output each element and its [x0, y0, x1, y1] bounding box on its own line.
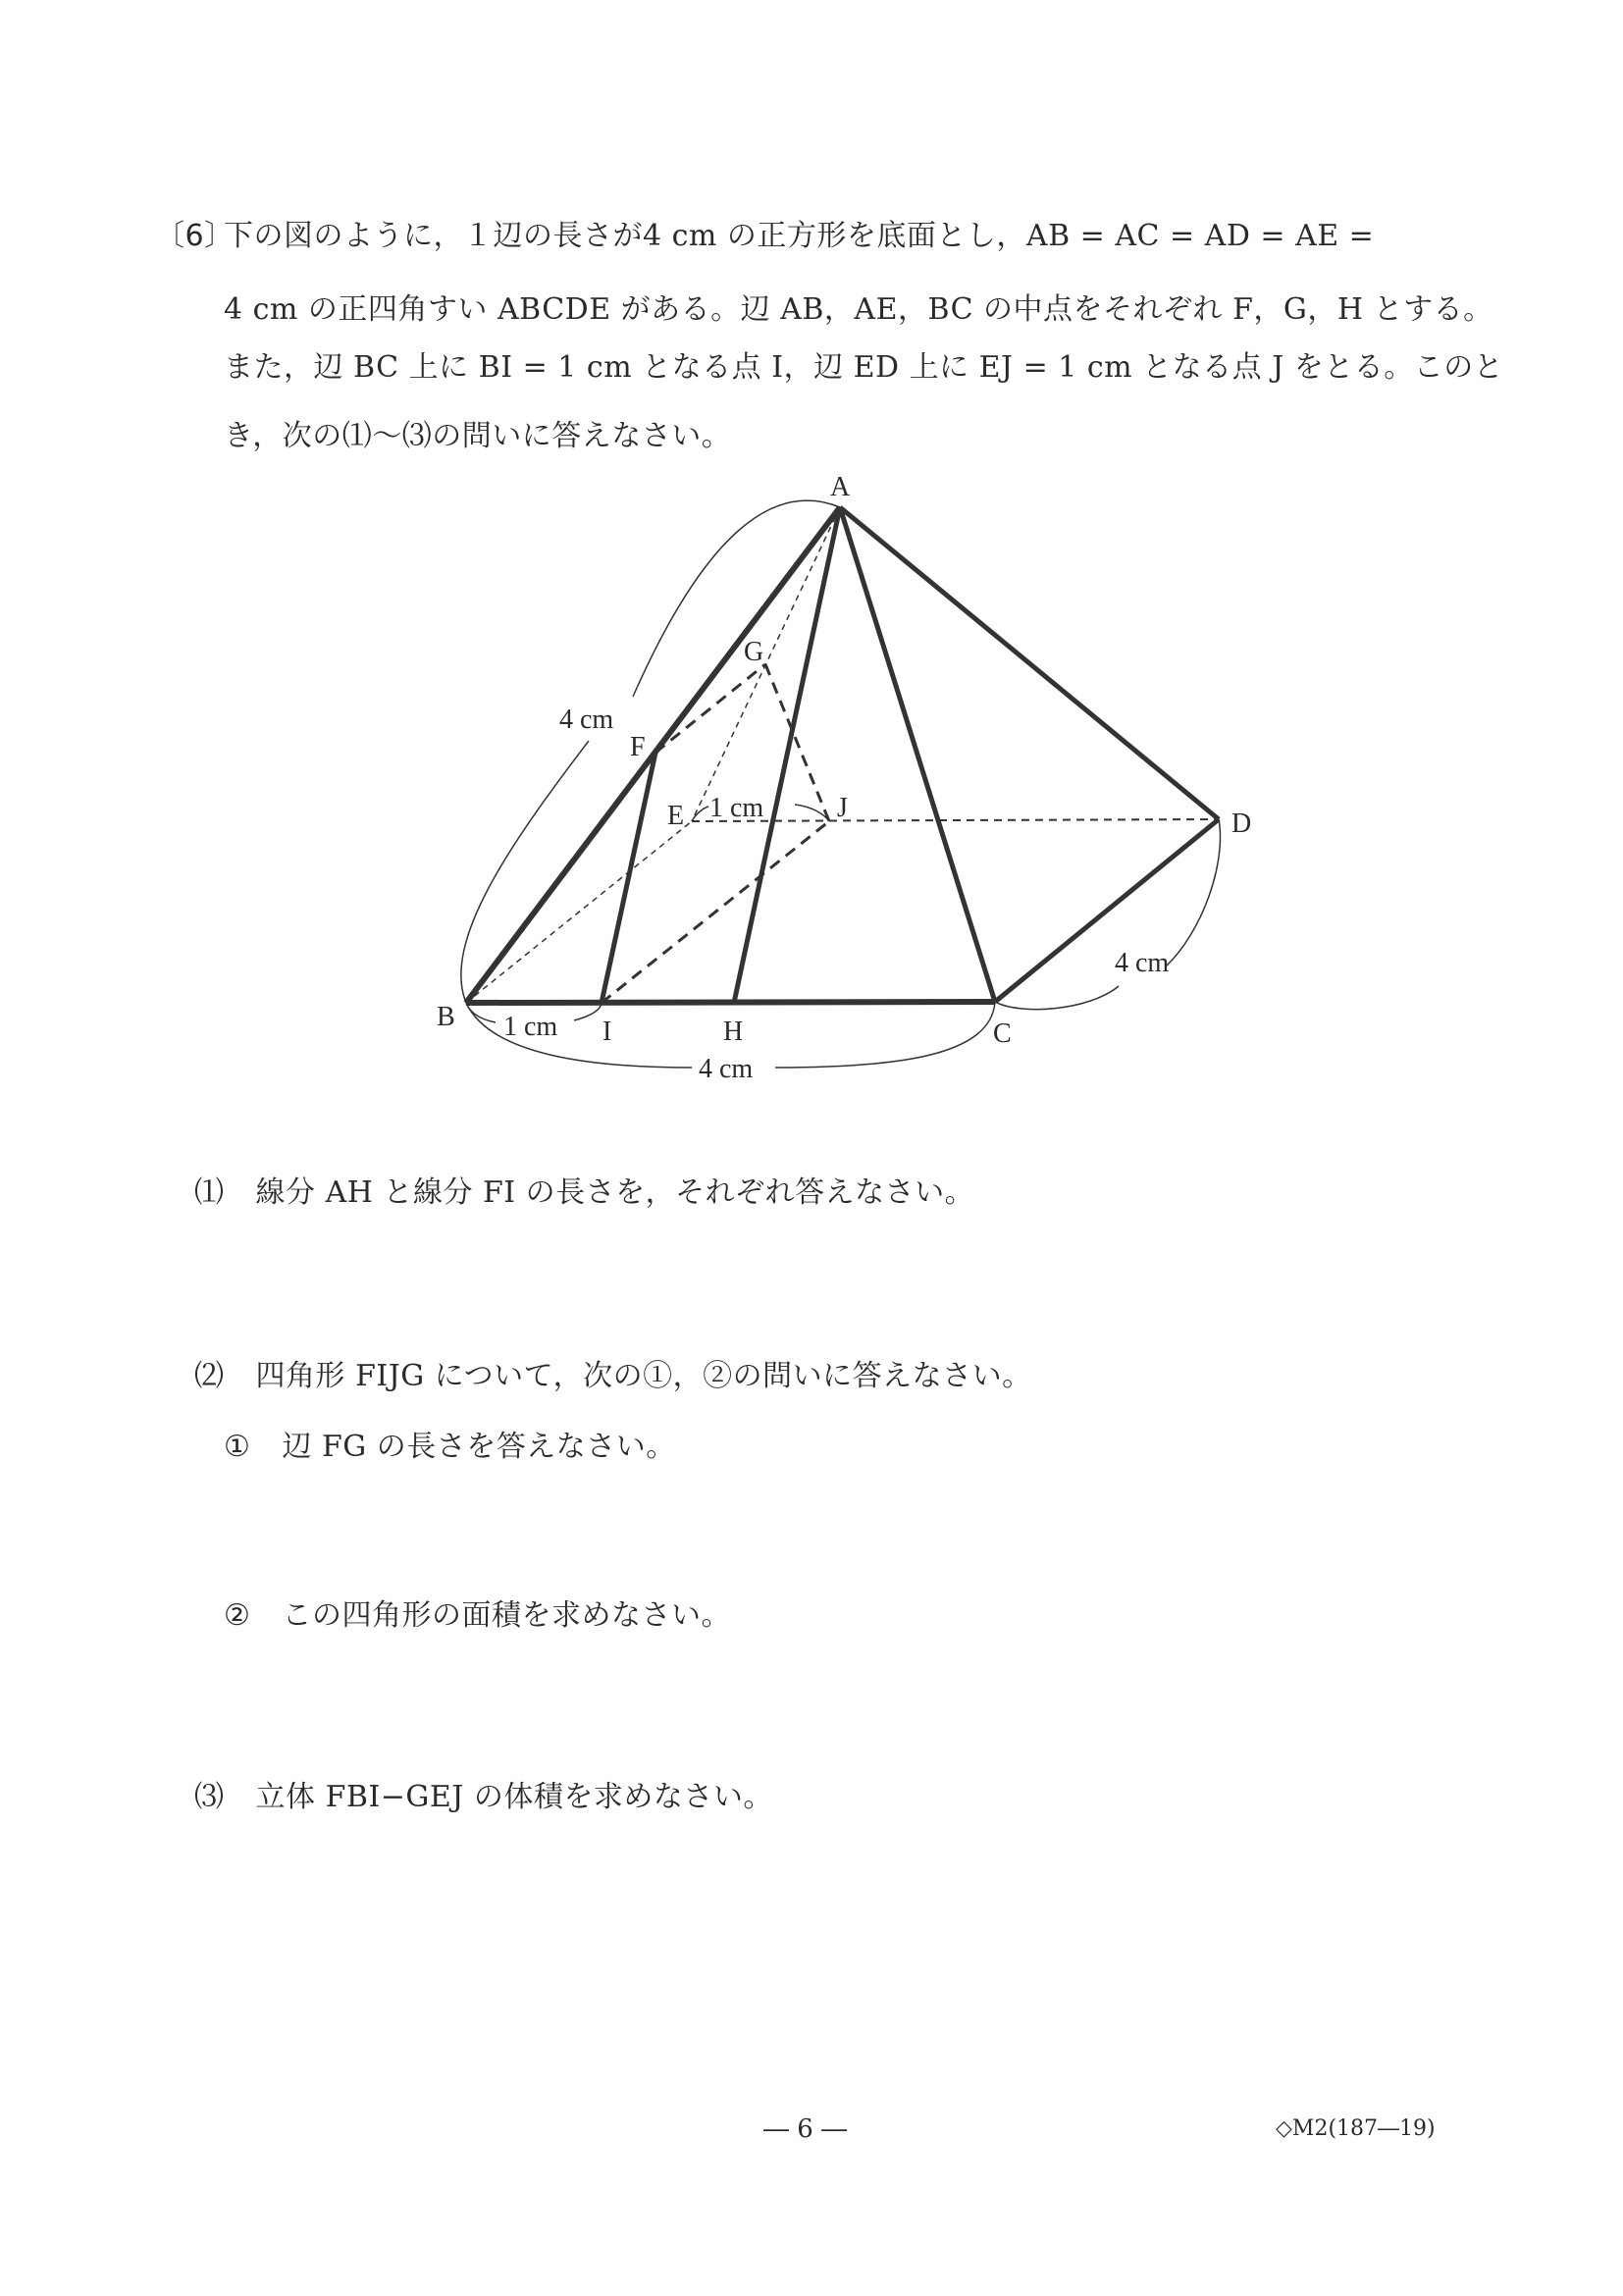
- vertex-label-H: H: [723, 1017, 744, 1047]
- vertex-label-J: J: [837, 793, 848, 823]
- dim-arc-EJ-right: [795, 805, 829, 821]
- question-2-sub-2: [224, 1596, 731, 1636]
- dim-label-bc: 4 cm: [699, 1054, 754, 1084]
- question-2-sub-2-text: この四角形の面積を求めなさい。: [282, 1598, 731, 1633]
- exam-code: ◇M2(187―19): [1276, 2116, 1436, 2141]
- dim-arc-BI-left: [466, 1003, 496, 1022]
- edge-CD: [995, 819, 1219, 1002]
- question-2-sub-1-number: ①: [224, 1430, 251, 1464]
- vertex-label-B: B: [437, 1002, 455, 1032]
- dim-label-ej: 1 cm: [709, 793, 764, 823]
- vertex-label-E: E: [667, 801, 685, 831]
- question-3-number: ⑶: [194, 1780, 225, 1814]
- vertex-label-C: C: [993, 1018, 1012, 1049]
- dim-arc-EJ-left: [692, 807, 708, 821]
- question-2-text: 四角形 FIJG について，次の①，②の問いに答えなさい。: [255, 1359, 1032, 1393]
- question-2-sub-1: [224, 1428, 676, 1467]
- problem-number-label: 〔6〕: [155, 219, 235, 253]
- edge-AC: [840, 507, 995, 1002]
- dim-arc-BC-left: [466, 1003, 692, 1068]
- question-3-text: 立体 FBI−GEJ の体積を求めなさい。: [255, 1780, 773, 1814]
- question-1-number: ⑴: [194, 1175, 225, 1210]
- vertex-label-D: D: [1231, 809, 1252, 839]
- question-2-sub-1-text: 辺 FG の長さを答えなさい。: [282, 1430, 676, 1464]
- problem-line-2: 4 cm の正四角すい ABCDE がある。辺 AB，AE，BC の中点をそれぞれ F，G，H とする。: [224, 292, 1493, 327]
- pyramid-figure: [0, 0, 1623, 1128]
- dim-label-ab: 4 cm: [559, 704, 614, 735]
- question-1-text: 線分 AH と線分 FI の長さを，それぞれ答えなさい。: [255, 1175, 975, 1210]
- problem-line-4: き，次の⑴～⑶の問いに答えなさい。: [224, 419, 732, 453]
- dim-arc-AB-lower: [461, 741, 589, 1003]
- dim-label-bi: 1 cm: [503, 1012, 558, 1042]
- question-2-number: ⑵: [194, 1359, 225, 1393]
- question-3: [194, 1778, 773, 1817]
- edge-BC: [466, 1002, 995, 1003]
- edge-AD: [840, 507, 1219, 819]
- question-2: [194, 1357, 1032, 1396]
- vertex-label-A: A: [830, 472, 851, 502]
- problem-line-3: また，辺 BC 上に BI = 1 cm となる点 I，辺 ED 上に EJ = 1 cm となる点 J をとる。このと: [224, 350, 1504, 385]
- page-number: ― 6 ―: [763, 2114, 848, 2144]
- dim-arc-AB: [633, 500, 840, 697]
- segment-GJ: [765, 664, 829, 821]
- question-2-sub-2-number: ②: [224, 1598, 251, 1633]
- vertex-label-G: G: [744, 637, 764, 667]
- dim-arc-BC-right: [775, 1002, 995, 1068]
- problem-line-1: 下の図のように，１辺の長さが4 cm の正方形を底面とし，AB = AC = AD = AE =: [224, 219, 1375, 253]
- dim-label-cd: 4 cm: [1115, 948, 1170, 978]
- vertex-label-F: F: [630, 732, 646, 762]
- question-1: [194, 1174, 974, 1213]
- vertex-label-I: I: [602, 1017, 612, 1047]
